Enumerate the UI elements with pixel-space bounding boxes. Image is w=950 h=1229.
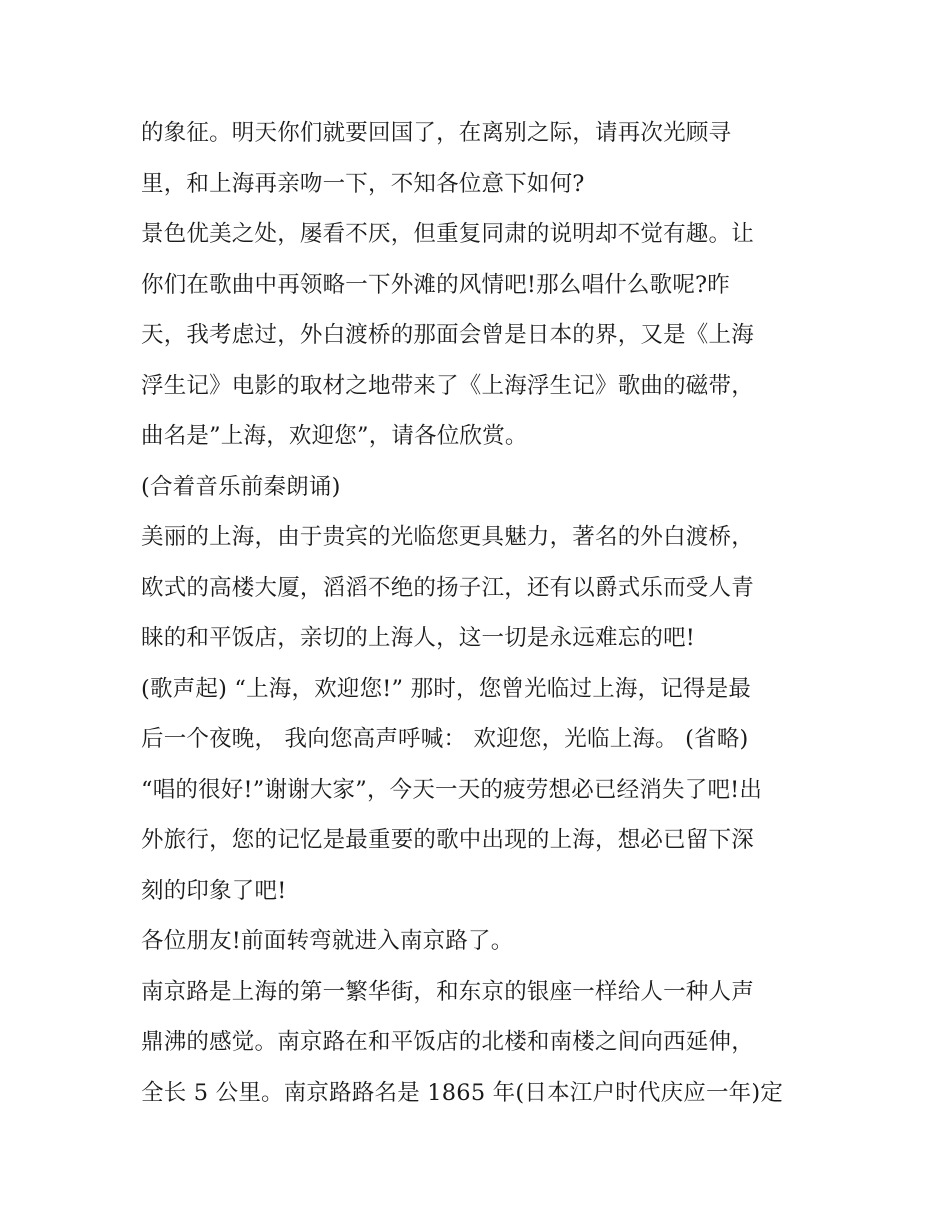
text-line: 曲名是”上海，欢迎您”，请各位欣赏。 xyxy=(141,423,528,449)
text-line: 浮生记》电影的取材之地带来了《上海浮生记》歌曲的磁带， xyxy=(141,372,754,399)
text-line: 全长 5 公里。南京路路名是 1865 年(日本江户时代庆应一年)定 xyxy=(141,1079,784,1106)
text-line: 美丽的上海，由于贵宾的光临您更具魅力，著名的外白渡桥， xyxy=(141,524,754,550)
text-line: “唱的很好!”谢谢大家”，今天一天的疲劳想必已经消失了吧!出 xyxy=(141,776,763,803)
text-line: 欧式的高楼大厦，滔滔不绝的扬子江，还有以爵式乐而受人青 xyxy=(141,574,754,601)
text-line: (歌声起) “上海，欢迎您!” 那时，您曾光临过上海，记得是最 xyxy=(141,675,752,702)
text-line: 刻的印象了吧! xyxy=(141,877,287,904)
text-line: (合着音乐前秦朗诵) xyxy=(141,473,341,500)
body-text xyxy=(141,108,821,1118)
text-line: 睐的和平饭店，亲切的上海人，这一切是永远难忘的吧! xyxy=(141,625,696,651)
text-line: 景色优美之处，屡看不厌，但重复同肃的说明却不觉有趣。让 xyxy=(141,221,754,247)
text-line: 后一个夜晚， 我向您高声呼喊： 欢迎您，光临上海。 (省略) xyxy=(141,726,749,752)
text-line: 南京路是上海的第一繁华街，和东京的银座一样给人一种人声 xyxy=(141,978,754,1005)
text-line: 你们在歌曲中再领略一下外滩的风情吧!那么唱什么歌呢?昨 xyxy=(141,271,731,298)
text-line: 各位朋友!前面转弯就进入南京路了。 xyxy=(141,928,514,954)
text-line: 天，我考虑过，外白渡桥的那面会曾是日本的界，又是《上海 xyxy=(141,322,754,348)
text-line: 外旅行，您的记忆是最重要的歌中出现的上海，想必已留下深 xyxy=(141,827,754,853)
text-line: 里，和上海再亲吻一下，不知各位意下如何? xyxy=(141,170,585,197)
text-line: 的象征。明天你们就要回国了，在离别之际，请再次光顾寻 xyxy=(141,120,732,146)
text-line: 鼎沸的感觉。南京路在和平饭店的北楼和南楼之间向西延伸， xyxy=(141,1029,754,1055)
